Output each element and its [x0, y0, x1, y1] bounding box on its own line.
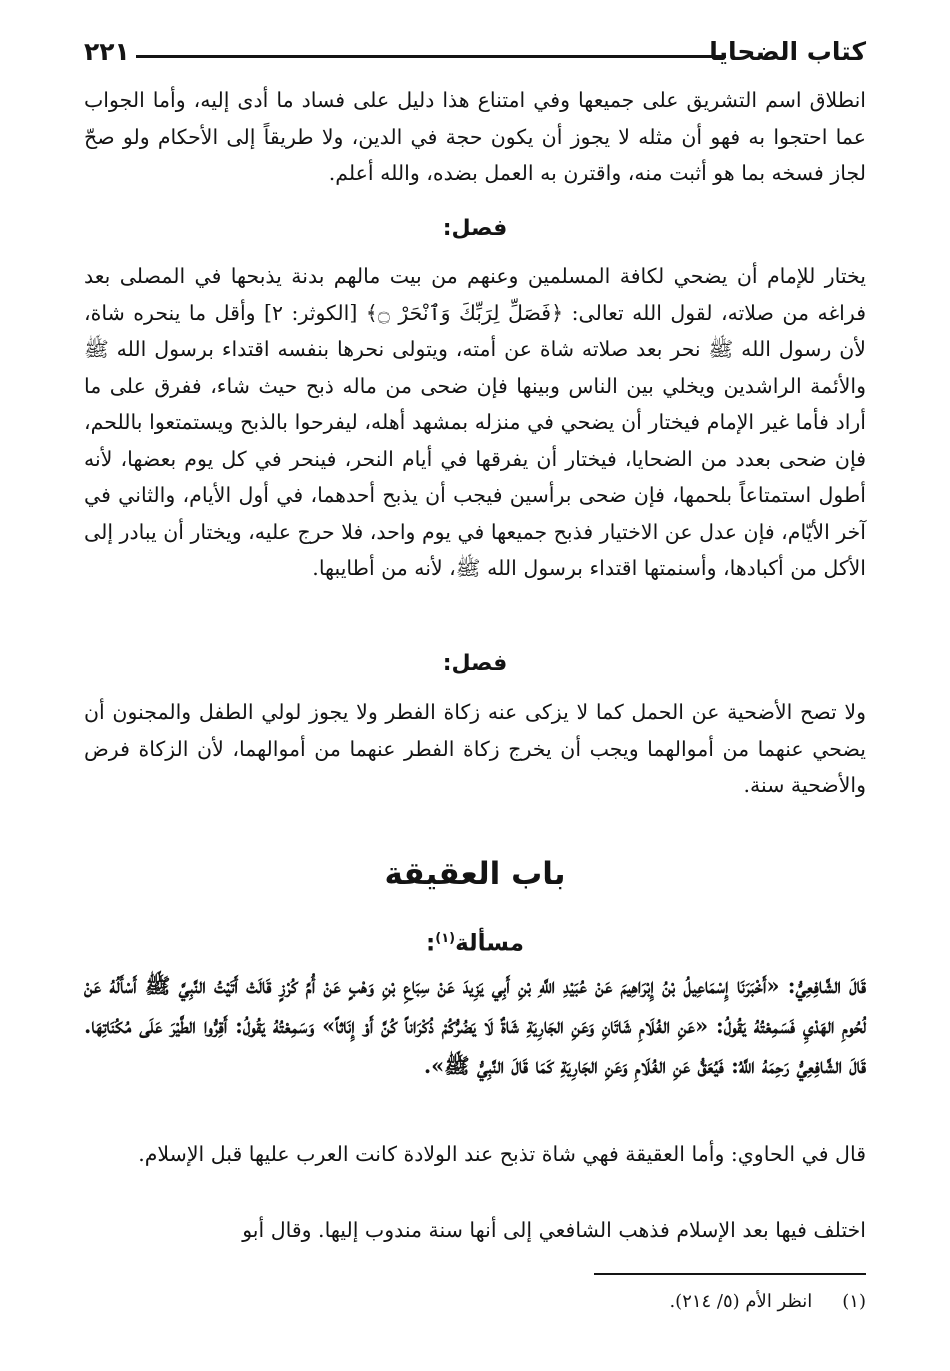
header-rule — [136, 55, 726, 58]
paragraph-4: قال في الحاوي: وأما العقيقة فهي شاة تذبح عند الولادة كانت العرب عليها قبل الإسلام. — [138, 1142, 866, 1166]
masala-heading — [84, 922, 866, 961]
section-heading-fasl-2: فصل: — [442, 651, 508, 676]
masala-colon: : — [426, 930, 436, 957]
running-header — [84, 34, 866, 70]
paragraph-3: ولا تصح الأضحية عن الحمل كما لا يزكى عنه زكاة الفطر ولا يجوز لولي الطفل والمجنون أن يضحي عنهما من أموالهما ويجب أن يخرج زكاة الفطر عنهما من أموالهما، لأن الزكاة فرض والأضحية سنة. — [84, 700, 866, 797]
section-heading-fasl-1: فصل: — [442, 216, 508, 241]
footnote-number: (١) — [842, 1291, 866, 1312]
paragraph-1: انطلاق اسم التشريق على جميعها وفي امتناع هذا دليل على فساد ما أدى إليه، وأما الجواب عما احتجوا به فهو أن مثله لا يجوز أن يكون حجة في الدين، ولا طريقاً إلى الأحكام ولو صحّ لجاز فسخه بما هو أثبت منه، واقترن به العمل بضده، والله أعلم. — [84, 88, 866, 185]
paragraph-5: اختلف فيها بعد الإسلام فذهب الشافعي إلى أنها سنة مندوب إليها. وقال أبو — [242, 1218, 866, 1242]
chapter-title: باب العقيقة — [384, 856, 566, 892]
paragraph-2: يختار للإمام أن يضحي لكافة المسلمين وعنهم من بيت مالهم بدنة يذبحها في المصلى بعد فراغه من صلاته، لقول الله تعالى: ﴿فَصَلِّ لِرَبِّكَ وَٱنْحَرْ ۝﴾ [الكوثر: ٢] وأقل ما ينحره شاة، لأن رسول الله ﷺ نحر بعد صلاته شاة عن أمته، ويتولى نحرها بنفسه اقتداء برسول الله ﷺ والأئمة الراشدين ويخلي بين الناس وبينها فإن ضحى من ماله ذبح حيث شاء، ففرق على ما أراد فأما غير الإمام فيختار أن يضحي في منزله بمشهد أهله، ليفرحوا بالذبح ويستمتعوا باللحم، فإن ضحى بعدد من الضحايا، فيختار أن يفرقها في أيام النحر، فينحر في كل يوم بعضها، لأنه أطول استمتاعاً بلحمها، فإن ضحى برأسين فيجب أن يذبح أحدهما، في أول الأيام، والثاني في آخر الأيّام، فإن عدل عن الاختيار فذبح جميعها في يوم واحد، فلا حرج عليه، ويختار أن يبادر إلى الأكل من أكبادها، وأسنمتها اقتداء برسول الله ﷺ، لأنه من أطايبها. — [84, 264, 866, 580]
page-number: ٢٢١ — [84, 37, 130, 66]
footnote-rule — [594, 1273, 866, 1275]
book-title: كتاب الضحايا — [709, 37, 866, 66]
masala-label: مسألة — [455, 930, 524, 957]
footnote-text: انظر الأم (٥/ ٢١٤). — [669, 1291, 813, 1312]
footnote-ref: (١) — [435, 931, 456, 946]
shafii-quote: قَالَ الشَّافِعِيُّ: «أَخْبَرَنَا إِسْمَاعِيلُ بْنُ إِبْرَاهِيمَ عَنْ عُبَيْدِ اللَّهِ بْنِ أَبِي يَزِيدَ عَنْ سِبَاعِ بْنِ وَهْبٍ عَنْ أُمِّ كُرْزٍ قَالَتْ أَتَيْتُ النَّبِيَّ ﷺ أَسْأَلُهُ عَنْ لُحُومِ الهَدْيِ فَسَمِعْتُهُ يَقُولُ: «عَنِ الغُلَامِ شَاتَانِ وَعَنِ الجَارِيَةِ شَاةٌ لَا يَضُرُّكُمْ ذُكْرَاناً كُنَّ أَوْ إِنَاثاً» وَسَمِعْتُهُ يَقُولُ: أَقِرُّوا الطَّيْرَ عَلَى مُكُنَاتِهَا. قَالَ الشَّافِعِيُّ رَحِمَهُ اللَّهُ: فَيُعَقُّ عَنِ الغُلَامِ وَعَنِ الجَارِيَةِ كَمَا قَالَ النَّبِيُّ ﷺ». — [84, 973, 866, 1078]
footnote — [84, 1288, 866, 1316]
